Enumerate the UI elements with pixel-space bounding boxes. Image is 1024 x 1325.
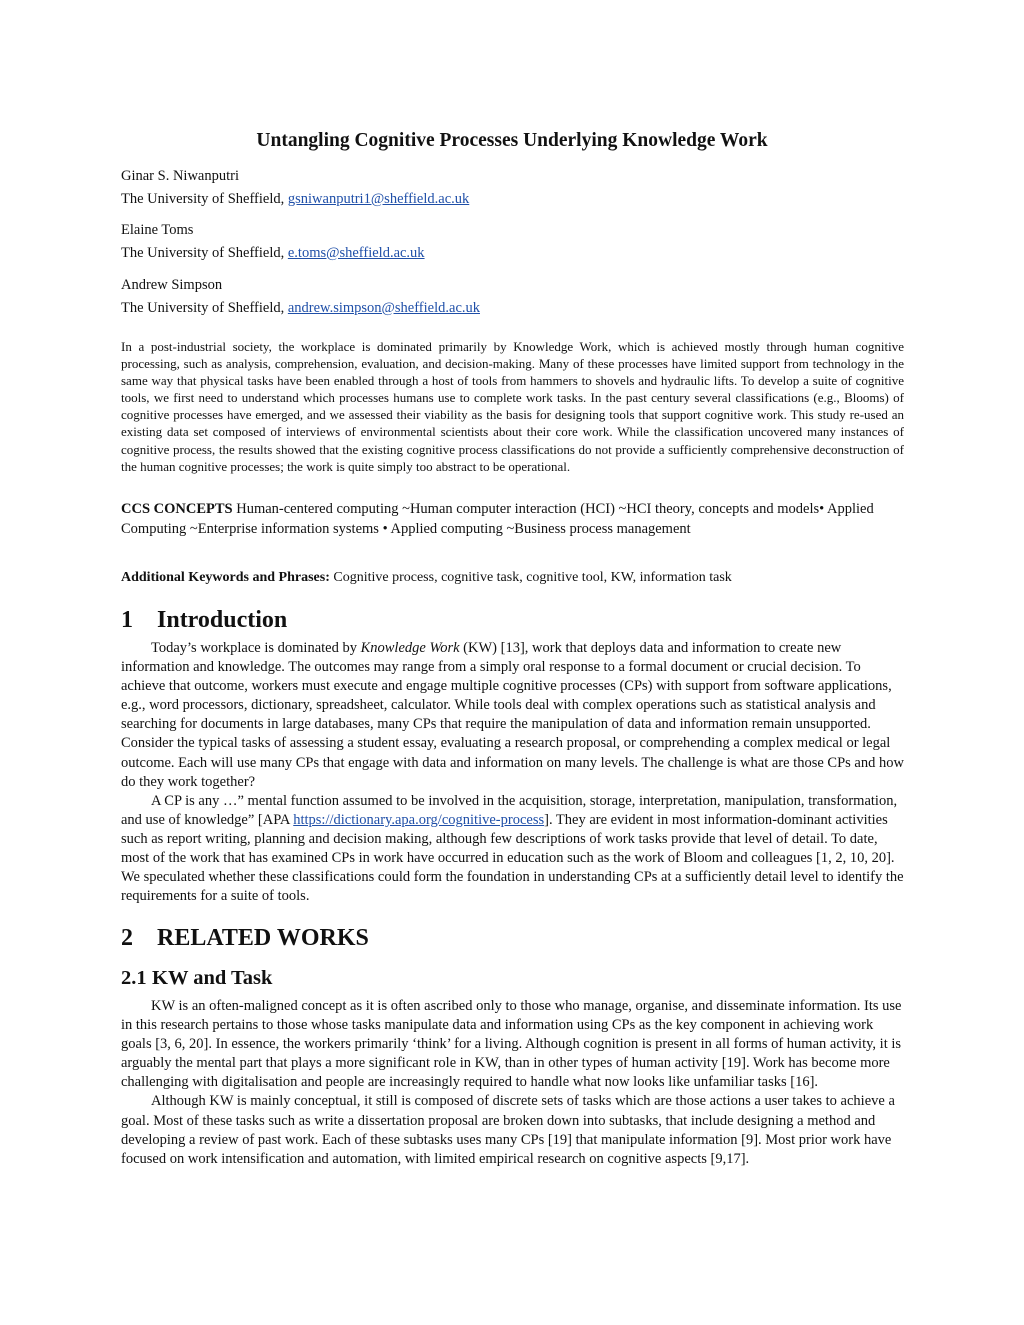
author-affiliation: The University of Sheffield, andrew.simpson@sheffield.ac.uk (121, 299, 480, 316)
paragraph: Although KW is mainly conceptual, it still is composed of discrete sets of tasks which are those actions a user takes to achieve a goal. Most of these tasks such as write a dissertation proposal are broken down into subtasks, that include designing a method and developing a review of past work. Each of these subtasks uses many CPs [19] that manipulate information [9]. Most prior work have focused on work intensification and automation, with limited empirical research on cognitive aspects [9,17]. (121, 1093, 895, 1167)
author-block (121, 165, 904, 210)
author-affiliation: The University of Sheffield, e.toms@sheffield.ac.uk (121, 244, 425, 261)
subsection-heading-kw-and-task: 2.1 KW and Task (121, 967, 273, 989)
author-name: Andrew Simpson (121, 277, 223, 293)
section-heading-introduction: 1 Introduction (121, 607, 288, 633)
abstract: In a post-industrial society, the workplace is dominated primarily by Knowledge Work, which is achieved mostly through human cognitive processing, such as analysis, comprehension, evaluation, and decision-making. Many of these processes have limited support from technology in the same way that physical tasks have been enabled through a host of tools from hammers to shovels and hydraulic lifts. To develop a suite of cognitive tools, we first need to understand which processes humans use to complete work tasks. In the past century several classifications (e.g., Blooms) of cognitive processes have emerged, and we assessed their viability as the basis for designing tools that support cognitive work. This study re-used an existing data set composed of interviews of environmental scientists about their core work. While the classification uncovered many instances of cognitive process, the results showed that the existing cognitive process classifications do not provide a sufficiently comprehensive deconstruction of the human cognitive processes; the work is quite simply too abstract to be operational. (121, 339, 904, 474)
author-affiliation: The University of Sheffield, gsniwanputri1@sheffield.ac.uk (121, 190, 470, 207)
author-name: Elaine Toms (121, 222, 194, 238)
paragraph: Today’s workplace is dominated by Knowledge Work (KW) [13], work that deploys data and information to create new information and knowledge. The outcomes may range from a simply oral response to a formal document or crucial decision. To achieve that outcome, workers must execute and engage multiple cognitive processes (CPs) with support from software applications, e.g., word processors, dictionary, spreadsheet, calculator. While tools deal with complex operations such as statistical analysis and searching for documents in large databases, many CPs that require the manipulation of data and information remain unsupported. Consider the typical tasks of assessing a student essay, evaluating a research proposal, or comprehending a complex medical or legal outcome. Each will use many CPs that engage with data and information on many levels. The challenge is what are those CPs and how do they work together? (121, 640, 904, 790)
ccs-concepts (121, 500, 904, 539)
section-heading-related-works: 2 RELATED WORKS (121, 925, 369, 951)
ccs-text: Human-centered computing ~Human computer interaction (HCI) ~HCI theory, concepts and models• Applied Computing ~Enterprise information systems • Applied computing ~Business process management (121, 501, 874, 537)
author-email-link[interactable]: andrew.simpson@sheffield.ac.uk (287, 299, 480, 316)
keywords-text: Cognitive process, cognitive task, cognitive tool, KW, information task (329, 570, 732, 585)
author-block (121, 274, 904, 319)
apa-link[interactable]: https://dictionary.apa.org/cognitive-process (293, 811, 545, 828)
paragraph: KW is an often-maligned concept as it is often ascribed only to those who manage, organise, and disseminate information. Its use in this research pertains to those whose tasks manipulate data and information using CPs as the key component in achieving work goals [3, 6, 20]. In essence, the workers primarily ‘think’ for a living. Although cognition is present in all forms of human activity, it is arguably the mental part that plays a more significant role in KW, than in other types of human activity [19]. Work has become more challenging with digitalisation and people are increasingly required to handle what now looks like unfamiliar tasks [16]. (121, 998, 902, 1091)
author-name: Ginar S. Niwanputri (121, 168, 239, 184)
kw-and-task-body (121, 997, 904, 1169)
paper-title: Untangling Cognitive Processes Underlying Knowledge Work (256, 130, 768, 151)
additional-keywords (121, 568, 904, 587)
paragraph: A CP is any …” mental function assumed to be involved in the acquisition, storage, interpretation, manipulation, transformation, and use of knowledge” [APA https://dictionary.apa.org/cognitive-process]. They are evident in most information-dominant activities such as report writing, planning and decision making, although few descriptions of work tasks provide that level of detail. To date, most of the work that has examined CPs in work have occurred in education such as the work of Bloom and colleagues [1, 2, 10, 20]. We speculated whether these classifications could form the foundation in understanding CPs at a sufficiently detail level to identify the requirements for a suite of tools. (121, 792, 904, 905)
author-email-link[interactable]: gsniwanputri1@sheffield.ac.uk (287, 190, 470, 207)
keywords-label: Additional Keywords and Phrases: (121, 570, 330, 585)
introduction-body (121, 639, 904, 906)
ccs-label: CCS CONCEPTS (121, 501, 233, 517)
author-email-link[interactable]: e.toms@sheffield.ac.uk (287, 244, 425, 261)
author-block (121, 219, 904, 264)
